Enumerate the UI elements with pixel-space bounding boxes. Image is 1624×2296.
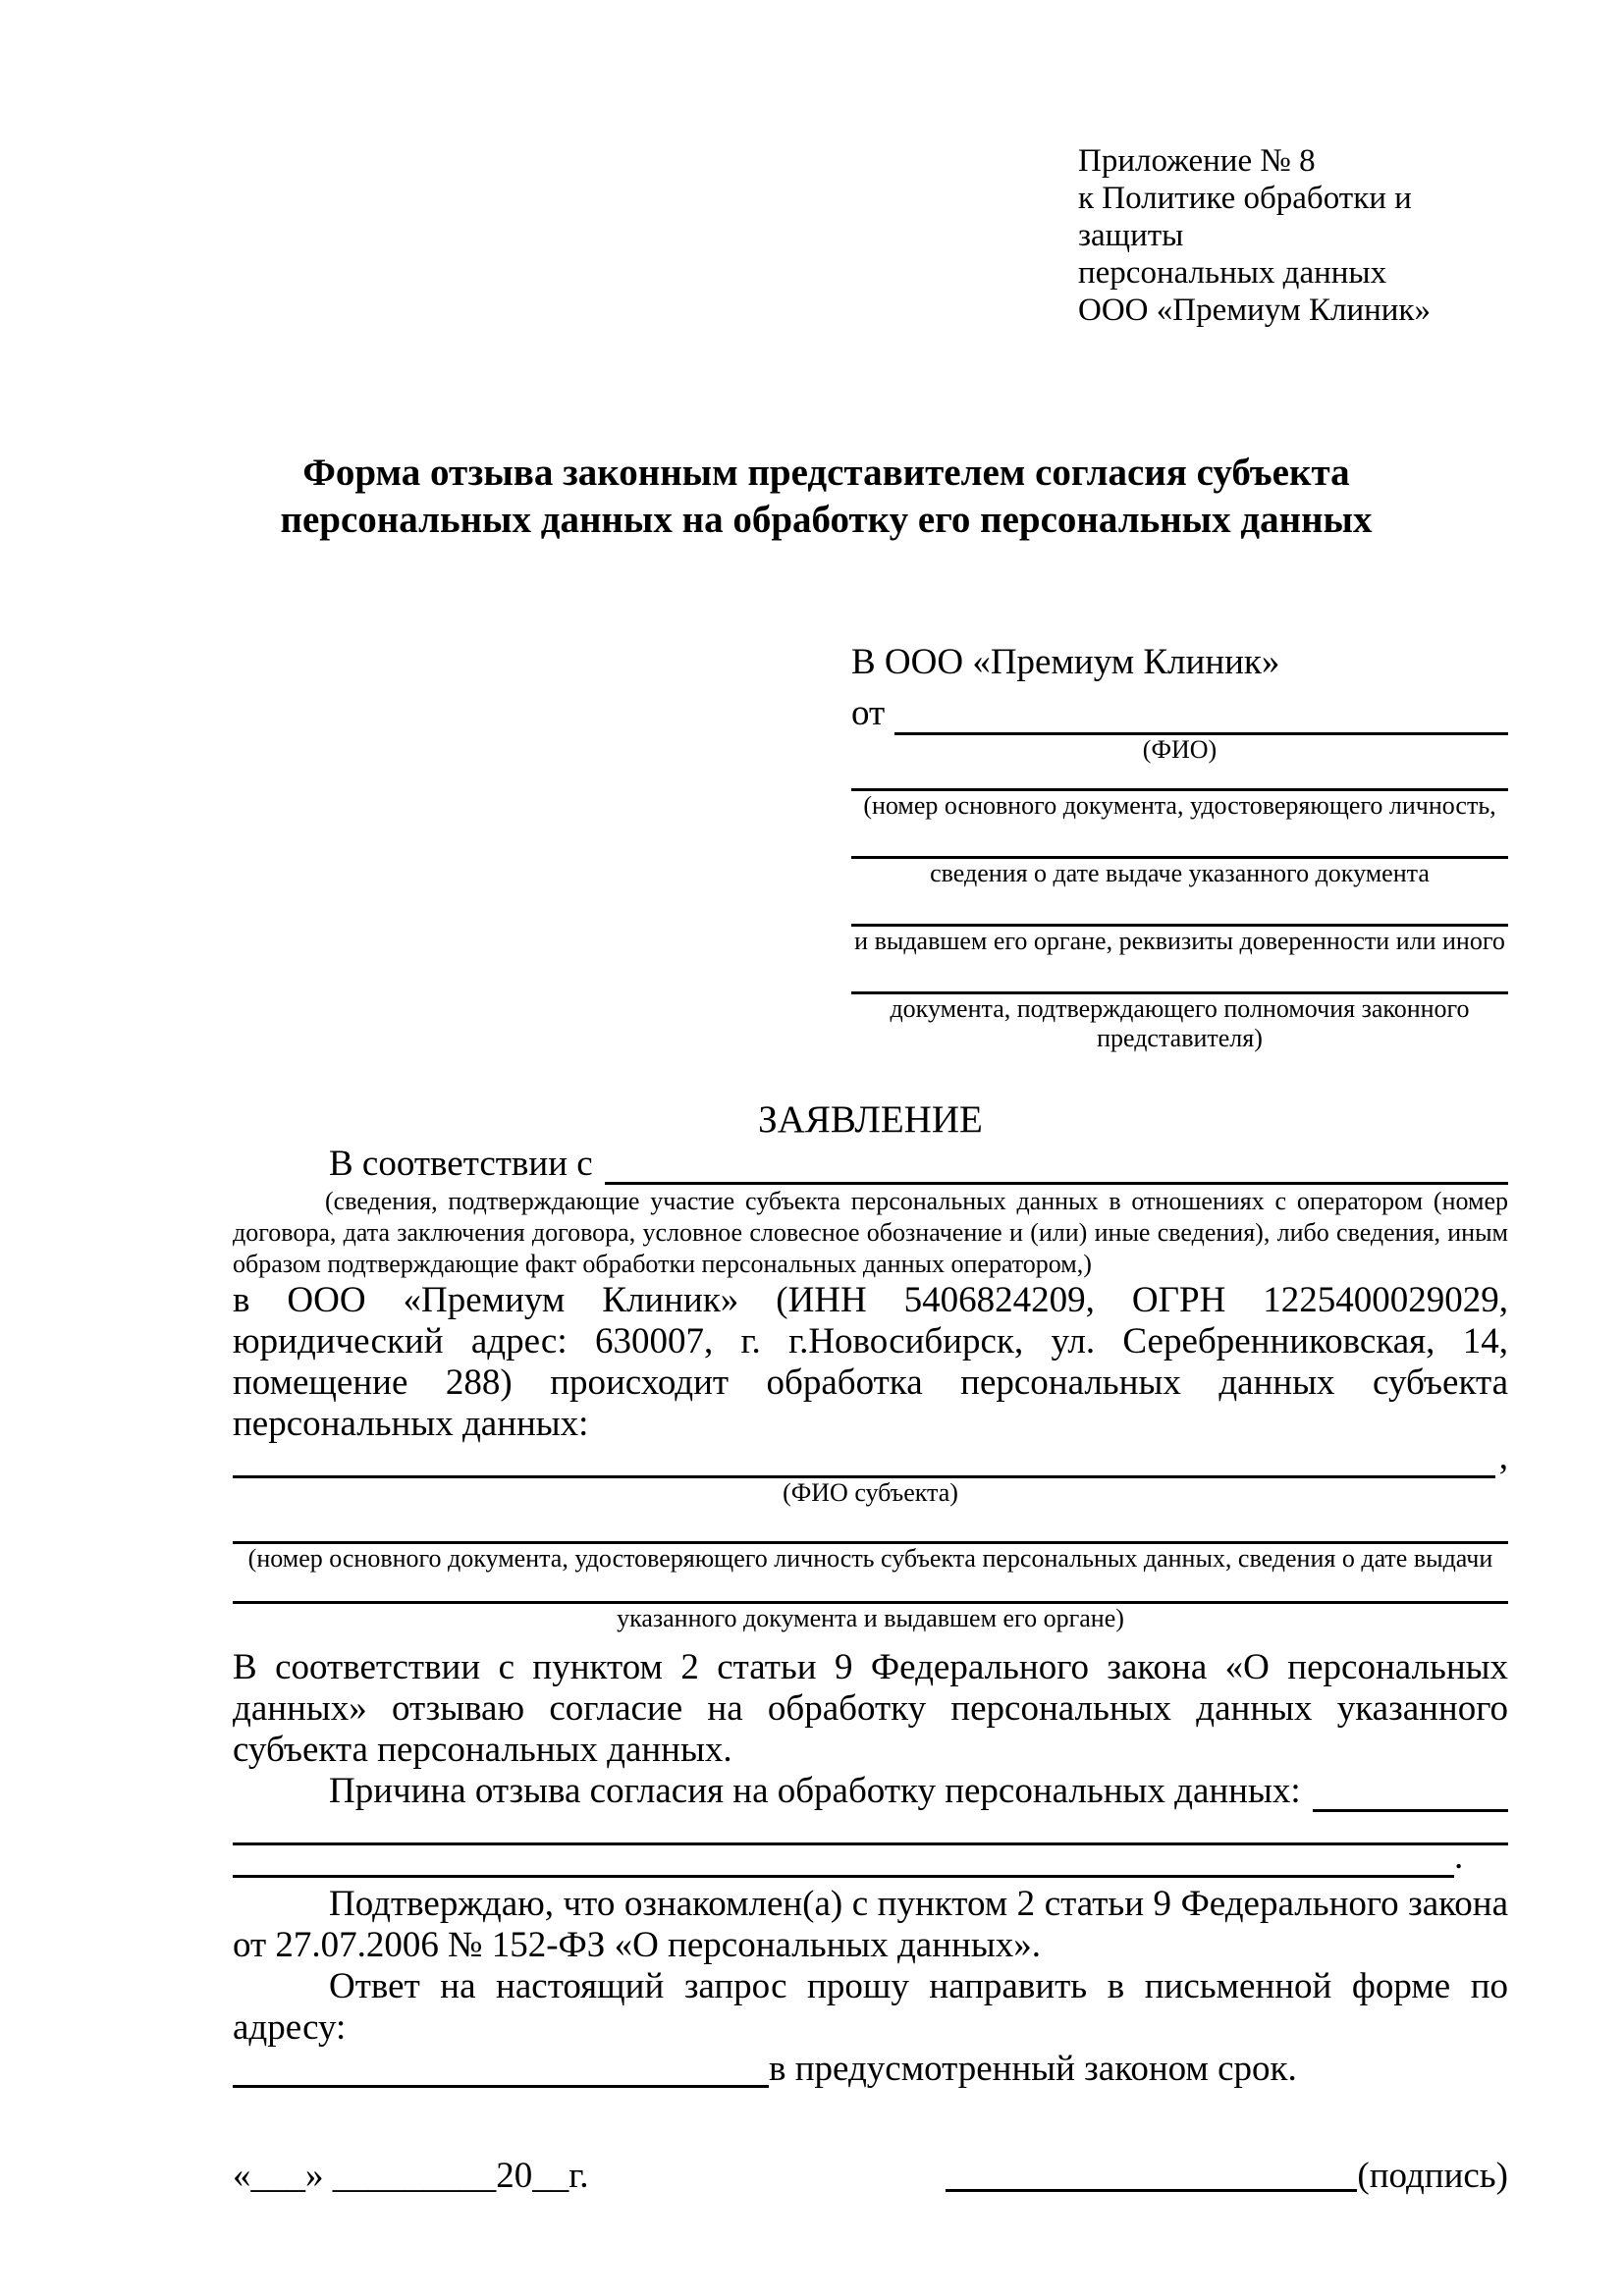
operator-paragraph: в ООО «Премиум Клиник» (ИНН 5406824209, ОГРН 1225400029029, юридический адрес: 630007, г. г.Новосибирск, ул. Серебренниковская, 14, помещение 288) происходит обработка персональных данных субъекта персональных данных: — [233, 1280, 1508, 1444]
representative-doc-caption-4: документа, подтверждающего полномочия законного представителя) — [890, 994, 1470, 1052]
reason-label: Причина отзыва согласия на обработку персональных данных: — [329, 1771, 1301, 1811]
subject-doc-caption-2: указанного документа и выдавшем его органе) — [617, 1604, 1124, 1632]
signature-group — [946, 2155, 1508, 2198]
signature-caption: (подпись) — [1357, 2156, 1508, 2196]
appendix-policy-line-1: к Политике обработки и защиты — [1078, 181, 1412, 253]
from-row — [851, 684, 1508, 735]
signature-footer — [233, 2155, 1508, 2198]
basis-fill-line — [605, 1172, 1508, 1185]
representative-doc-fill-line-2 — [851, 821, 1508, 859]
from-label: от — [851, 693, 886, 733]
representative-doc-fill-line-1 — [851, 765, 1508, 791]
subject-fio-caption: (ФИО субъекта) — [783, 1478, 958, 1507]
acknowledgement-paragraph: Подтверждаю, что ознакомлен(а) с пунктом 2 статьи 9 Федерального закона от 27.07.2006 № 152-ФЗ «О персональных данных». — [233, 1884, 1508, 1965]
reason-terminator: . — [1454, 1837, 1464, 1877]
subject-fio-comma: , — [1498, 1437, 1508, 1477]
subject-fio-fill-line — [233, 1466, 1495, 1478]
representative-doc-caption-2: сведения о дате выдаче указанного документа — [930, 859, 1430, 887]
subject-doc-caption-1: (номер основного документа, удостоверяющего личность субъекта персональных данных, сведения о дате выдачи — [247, 1544, 1493, 1573]
appendix-header — [1078, 142, 1508, 329]
reason-fill-line-2 — [233, 1865, 1454, 1878]
representative-doc-caption-3: и выдавшем его органе, реквизиты доверенности или иного — [854, 927, 1505, 955]
reason-row — [233, 1771, 1508, 1812]
response-address-row — [233, 2049, 1508, 2090]
addressee-block — [851, 641, 1508, 1053]
reason-fill-line-short — [1313, 1799, 1508, 1812]
withdrawal-paragraph: В соответствии с пунктом 2 статьи 9 Федерального закона «О персональных данных» отзываю согласие на обработку персональных данных указанного субъекта персональных данных. — [233, 1647, 1508, 1770]
basis-note: (сведения, подтверждающие участие субъекта персональных данных в отношениях с оператором (номер договора, дата заключения договора, условное словесное обозначение и (или) иные сведения), либо сведения, иным образом подтверждающие факт обработки персональных данных оператором,) — [233, 1187, 1508, 1278]
subject-doc-fill-line-1 — [233, 1512, 1508, 1544]
basis-row — [233, 1142, 1508, 1185]
subject-fio-row — [233, 1437, 1508, 1478]
signature-fill-line — [946, 2179, 1357, 2192]
from-fill-line — [894, 722, 1508, 735]
representative-doc-caption-1: (номер основного документа, удостоверяющего личность, — [863, 791, 1496, 820]
subject-doc-fill-line-2 — [233, 1574, 1508, 1604]
appendix-policy-line-2: персональных данных — [1078, 255, 1387, 291]
representative-doc-fill-line-4 — [851, 956, 1508, 994]
reason-fill-line-1 — [233, 1812, 1508, 1845]
appendix-number: Приложение № 8 — [1078, 143, 1316, 179]
appendix-org-name: ООО «Премиум Клиник» — [1078, 293, 1431, 328]
response-suffix: в предусмотренный законом срок. — [769, 2049, 1297, 2089]
response-request-line: Ответ на настоящий запрос прошу направить в письменной форме по адресу: — [233, 1966, 1508, 2048]
addressee-org: В ООО «Премиум Клиник» — [851, 642, 1280, 682]
response-address-fill-line — [233, 2075, 769, 2088]
document-title: Форма отзыва законным представителем согласия субъекта персональных данных на обработку его персональных данных — [280, 452, 1373, 541]
fio-caption: (ФИО) — [1142, 735, 1218, 764]
representative-doc-fill-line-3 — [851, 888, 1508, 927]
basis-prefix: В соответствии с — [329, 1144, 593, 1184]
reason-fill-row-2 — [233, 1837, 1508, 1878]
date-blank: «___» _________20__г. — [233, 2156, 589, 2196]
statement-heading: ЗАЯВЛЕНИЕ — [758, 1098, 983, 1141]
